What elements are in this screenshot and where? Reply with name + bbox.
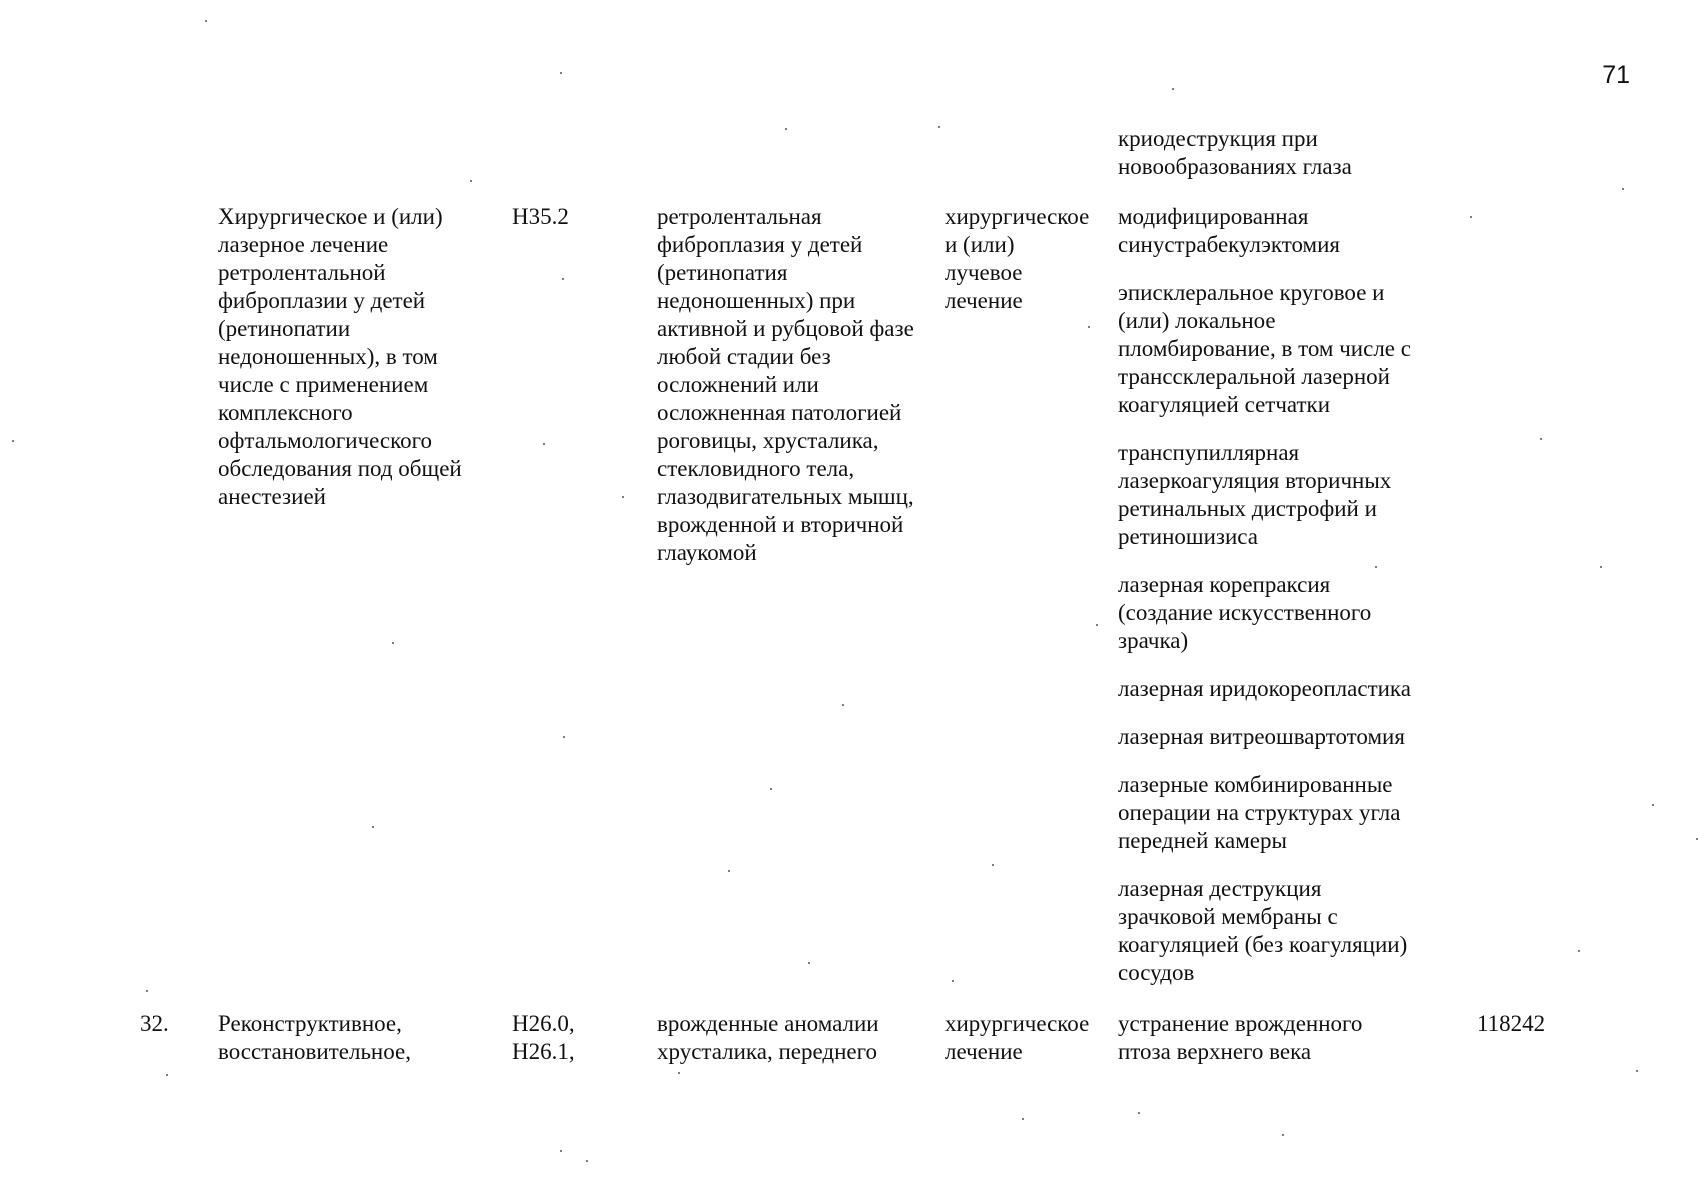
text-line: комплексного (218, 400, 353, 425)
text-line: лазерное лечение (218, 232, 389, 257)
scan-speck (543, 443, 545, 445)
scan-speck (560, 1150, 562, 1152)
method-line: зрачка) (1118, 628, 1189, 653)
patient-model-cell (657, 203, 914, 567)
text-line: (ретинопатии (218, 316, 351, 341)
method-line: птоза верхнего века (1118, 1039, 1312, 1064)
text-line: активной и рубцовой фазе (657, 316, 914, 341)
text-line: H26.0, (512, 1011, 575, 1036)
scan-speck (392, 642, 394, 644)
text-line: (ретинопатия (657, 260, 788, 285)
patient-model-cell (657, 1010, 879, 1066)
method-line: транссклеральной лазерной (1118, 364, 1390, 389)
scan-speck (205, 20, 207, 22)
text-line: H35.2 (512, 204, 569, 229)
text-line: Хирургическое и (или) (218, 204, 443, 229)
text-line: стекловидного тела, (657, 456, 855, 481)
method-line: лазеркоагуляция вторичных (1118, 468, 1392, 493)
scan-speck (1622, 188, 1624, 190)
treatment-type-cell (945, 203, 1089, 315)
scan-speck (1375, 566, 1377, 568)
text-line: недоношенных), в том (218, 344, 438, 369)
text-line: хирургическое (945, 204, 1090, 229)
method-line: криодеструкция при (1118, 126, 1318, 151)
icd-code-cell (512, 1010, 575, 1066)
method-line: коагуляцией сетчатки (1118, 392, 1331, 417)
text-line: анестезией (218, 484, 326, 509)
text-line: врожденные аномалии (657, 1011, 879, 1036)
scan-speck (563, 736, 565, 738)
text-line: хирургическое (945, 1011, 1090, 1036)
scan-speck (562, 278, 564, 280)
method-line: операции на структурах угла (1118, 800, 1401, 825)
method-item (1118, 723, 1411, 751)
method-line: коагуляцией (без коагуляции) (1118, 932, 1408, 957)
text-line: и (или) (945, 232, 1015, 257)
text-line: Реконструктивное, (218, 1011, 402, 1036)
text-line: глаукомой (657, 540, 757, 565)
method-line: лазерная витреошвартотомия (1118, 724, 1405, 749)
scan-speck (728, 870, 730, 872)
scan-speck (1470, 216, 1472, 218)
text-line: лучевое (945, 260, 1023, 285)
text-line: фиброплазии у детей (218, 288, 426, 313)
method-line: зрачковой мембраны с (1118, 904, 1338, 929)
text-line: числе с применением (218, 372, 429, 397)
text-line: любой стадии без (657, 344, 831, 369)
text-line: офтальмологического (218, 428, 433, 453)
method-line: устранение врожденного (1118, 1011, 1363, 1036)
row-number-cell: 32. (140, 1011, 169, 1036)
method-line: (или) локальное (1118, 308, 1276, 333)
method-line: ретинальных дистрофий и (1118, 496, 1377, 521)
scan-speck (166, 1074, 168, 1076)
text-line: лечение (945, 288, 1023, 313)
scan-speck (470, 180, 472, 182)
method-item (1118, 771, 1411, 855)
method-line: пломбирование, в том числе с (1118, 336, 1411, 361)
text-line: фиброплазия у детей (657, 232, 863, 257)
text-line: врожденной и вторичной (657, 512, 904, 537)
scan-speck (560, 72, 562, 74)
method-item (1118, 439, 1411, 551)
scan-speck (1540, 438, 1542, 440)
icd-code-cell (512, 203, 569, 231)
scan-speck (1172, 88, 1174, 90)
text-line: осложнений или (657, 372, 819, 397)
method-line: сосудов (1118, 960, 1195, 985)
scan-speck (992, 864, 994, 866)
method-item (1118, 125, 1352, 181)
scan-speck (1652, 804, 1654, 806)
method-line: синустрабекулэктомия (1118, 232, 1340, 257)
scan-speck (808, 962, 810, 964)
top-continuation-methods (1118, 125, 1352, 181)
text-line: лечение (945, 1039, 1023, 1064)
scan-speck (678, 1072, 680, 1074)
method-line: (создание искусственного (1118, 600, 1372, 625)
text-line: хрусталика, переднего (657, 1039, 877, 1064)
scan-speck (1022, 1118, 1024, 1120)
scan-speck (586, 1160, 588, 1162)
text-line: недоношенных) при (657, 288, 856, 313)
scan-speck (146, 990, 148, 992)
scan-speck (622, 496, 624, 498)
scan-speck (1138, 1112, 1140, 1114)
treatment-type-cell (945, 1010, 1089, 1066)
method-line: эписклеральное круговое и (1118, 280, 1385, 305)
scan-speck (1088, 326, 1090, 328)
scan-speck (372, 826, 374, 828)
method-item (1118, 875, 1411, 987)
text-line: обследования под общей (218, 456, 462, 481)
scan-speck (770, 788, 772, 790)
cost-cell: 118242 (1477, 1011, 1546, 1036)
method-line: передней камеры (1118, 828, 1287, 853)
method-item (1118, 675, 1411, 703)
method-item (1118, 571, 1411, 655)
treatment-methods-cell (1118, 203, 1411, 987)
method-line: ретиношизиса (1118, 524, 1258, 549)
treatment-name-cell (218, 1010, 411, 1066)
scan-speck (12, 440, 14, 442)
method-line: лазерная деструкция (1118, 876, 1322, 901)
page-number: 71 (1602, 61, 1630, 89)
text-line: ретролентальная (657, 204, 822, 229)
scan-speck (1282, 1134, 1284, 1136)
method-line: новообразованиях глаза (1118, 154, 1352, 179)
method-line: модифицированная (1118, 204, 1309, 229)
scan-speck (1600, 566, 1602, 568)
method-line: транспупиллярная (1118, 440, 1300, 465)
scan-speck (1636, 1070, 1638, 1072)
treatment-methods-cell (1118, 1010, 1362, 1066)
method-line: лазерные комбинированные (1118, 772, 1393, 797)
text-line: восстановительное, (218, 1039, 411, 1064)
method-line: лазерная корепраксия (1118, 572, 1331, 597)
method-line: лазерная иридокореопластика (1118, 676, 1411, 701)
text-line: H26.1, (512, 1039, 575, 1064)
scan-speck (842, 704, 844, 706)
scan-speck (1096, 624, 1098, 626)
scan-speck (785, 128, 787, 130)
treatment-name-cell (218, 203, 462, 511)
text-line: глазодвигательных мышц, (657, 484, 914, 509)
method-item (1118, 279, 1411, 419)
scan-speck (1578, 950, 1580, 952)
scan-speck (938, 126, 940, 128)
scan-speck (952, 980, 954, 982)
text-line: роговицы, хрусталика, (657, 428, 879, 453)
text-line: осложненная патологией (657, 400, 902, 425)
text-line: ретролентальной (218, 260, 386, 285)
method-item (1118, 203, 1411, 259)
